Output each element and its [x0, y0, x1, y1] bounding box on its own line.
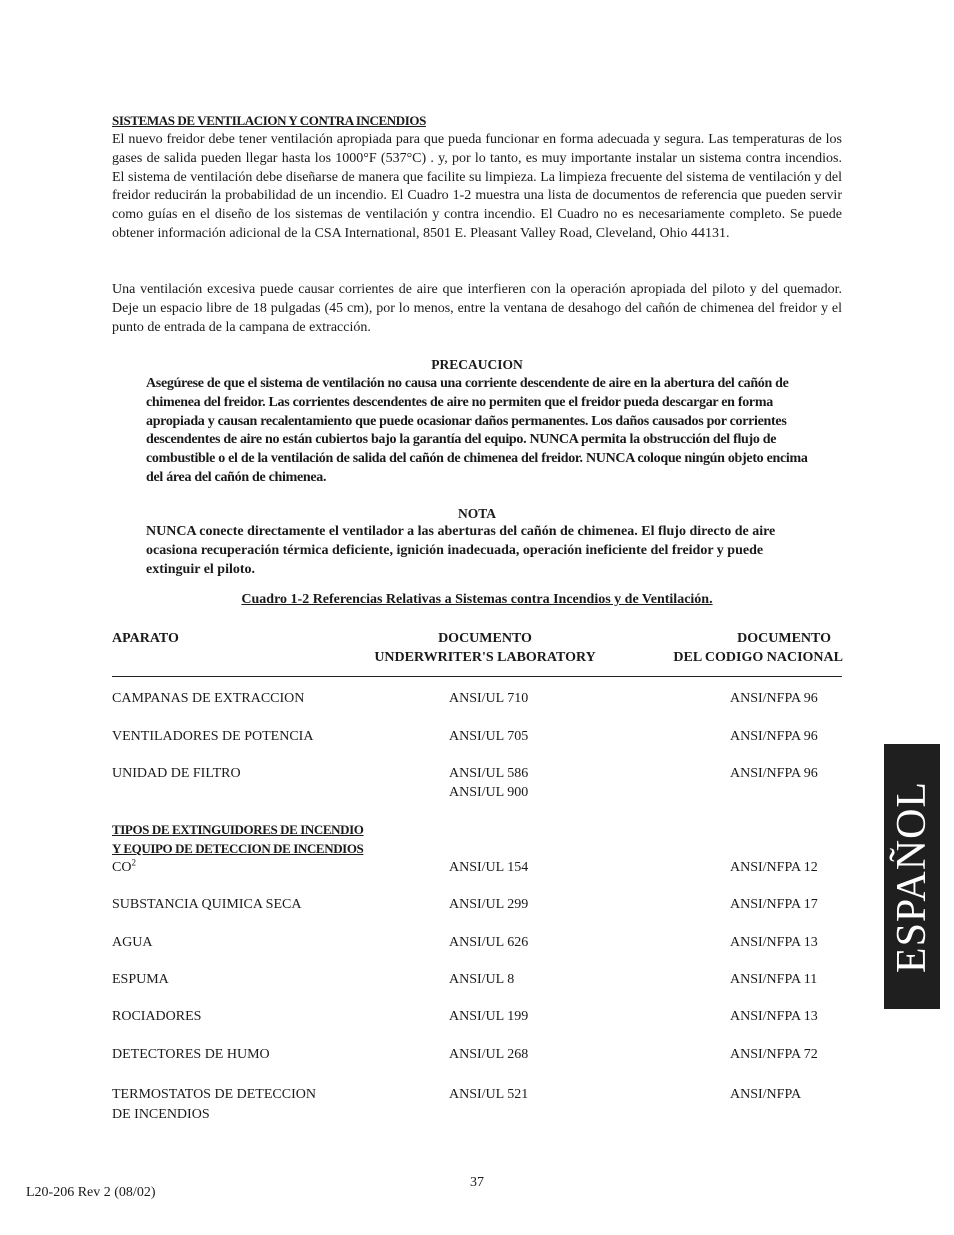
row-item: ROCIADORES — [112, 1009, 202, 1024]
ventilation-paragraph: Una ventilación excesiva puede causar corrientes de aire que interfieren con la operación apropiada del piloto y del quemador. Deje un espacio libre de 18 pulgadas (45 cm), por lo menos, entre la ventana de desahogo del cañón de chimenea del freidor y el punto de entrada de la campana de extracción. — [112, 282, 842, 335]
row-nfpa: ANSI/NFPA 96 — [730, 766, 818, 781]
section-heading: SISTEMAS DE VENTILACION Y CONTRA INCENDIOS — [112, 113, 426, 128]
intro-paragraph: El nuevo freidor debe tener ventilación apropiada para que pueda funcionar en forma adecuada y segura. Las temperaturas de los gases de salida pueden llegar hasta los 1000°F (537°C) . y, por lo tanto, es muy importante instalar un sistema contra incendios. El sistema de ventilación debe diseñarse de manera que facilite su limpieza. La limpieza frecuente del sistema de ventilación y del freidor reducirán la probabilidad de un incendio. El Cuadro 1-2 muestra una lista de documentos de referencia que pueden servir como guías en el diseño de los sistemas de ventilación y contra incendio. El Cuadro no es necesariamente completo. Se puede obtener información adicional de la CSA International, 8501 E. Pleasant Valley Road, Cleveland, Ohio 44131. — [112, 132, 842, 241]
page-number: 37 — [470, 1175, 484, 1190]
row-nfpa: ANSI/NFPA 13 — [730, 935, 818, 950]
table-row — [112, 895, 842, 935]
header-nfpa — [655, 630, 843, 667]
language-side-tab — [884, 744, 940, 1009]
note-text: NUNCA conecte directamente el ventilador a las aberturas del cañón de chimenea. El flujo directo de aire ocasiona recuperación térmica deficiente, ignición inadecuada, operación ineficiente del freidor y puede extinguir el piloto. — [146, 524, 776, 577]
row-ul: ANSI/UL 199 — [449, 1009, 529, 1024]
row-ul: ANSI/UL 710 — [449, 691, 529, 706]
row-nfpa: ANSI/NFPA 72 — [730, 1047, 818, 1062]
row-nfpa: ANSI/NFPA 11 — [730, 972, 818, 987]
row-nfpa: ANSI/NFPA 13 — [730, 1009, 818, 1024]
table-title: Cuadro 1-2 Referencias Relativas a Sistemas contra Incendios y de Ventilación. — [241, 592, 713, 607]
row-item-line1: TERMOSTATOS DE DETECCION — [112, 1087, 316, 1102]
table-row — [112, 689, 842, 729]
table-row — [112, 727, 842, 767]
row-ul: ANSI/UL 586 — [449, 766, 529, 781]
extinguisher-section-heading — [112, 820, 364, 858]
row-item: DETECTORES DE HUMO — [112, 1047, 270, 1062]
row-item-line2: DE INCENDIOS — [112, 1107, 210, 1122]
row-ul: ANSI/UL 268 — [449, 1047, 529, 1062]
row-ul: ANSI/UL 154 — [449, 860, 529, 875]
co2-label: CO — [112, 860, 132, 875]
header-aparato: APARATO — [112, 631, 179, 646]
row-ul: ANSI/UL 521 — [449, 1087, 529, 1102]
row-nfpa: ANSI/NFPA 96 — [730, 691, 818, 706]
header-ul — [300, 630, 670, 667]
header-rule — [112, 676, 842, 677]
row-ul-secondary: ANSI/UL 900 — [449, 785, 529, 800]
row-item: ESPUMA — [112, 972, 169, 987]
row-ul: ANSI/UL 705 — [449, 729, 529, 744]
header-nfpa-line2: DEL CODIGO NACIONAL — [673, 649, 843, 665]
table-row — [112, 970, 842, 1010]
row-item: UNIDAD DE FILTRO — [112, 766, 241, 781]
row-item: AGUA — [112, 935, 153, 950]
table-row — [112, 1045, 842, 1085]
row-item: SUBSTANCIA QUIMICA SECA — [112, 897, 302, 912]
table-row — [112, 764, 842, 804]
header-ul-line2: UNDERWRITER'S LABORATORY — [374, 649, 596, 665]
table-row — [112, 1085, 842, 1127]
row-item: VENTILADORES DE POTENCIA — [112, 729, 314, 744]
document-id: L20-206 Rev 2 (08/02) — [26, 1185, 156, 1200]
table-row — [112, 1007, 842, 1047]
row-nfpa: ANSI/NFPA — [730, 1087, 802, 1102]
row-nfpa: ANSI/NFPA 17 — [730, 897, 818, 912]
row-ul: ANSI/UL 626 — [449, 935, 529, 950]
caution-text: Asegúrese de que el sistema de ventilación no causa una corriente descendente de aire en la abertura del cañón de chimenea del freidor. Las corrientes descendentes de aire no permiten que el freidor pueda descargar en forma apropiada y causan recalentamiento que puede ocasionar daños permanentes. Los daños causados por corrientes descendentes de aire no están cubiertos bajo la garantía del equipo. NUNCA permita la obstrucción del flujo de combustible o el de la ventilación de salida del cañón de chimenea del freidor. NUNCA coloque ningún objeto encima del área del cañón de chimenea. — [146, 376, 808, 485]
caution-title: PRECAUCION — [431, 357, 523, 372]
section-heading-line1: TIPOS DE EXTINGUIDORES DE INCENDIO — [112, 822, 364, 837]
note-title: NOTA — [457, 506, 496, 521]
row-nfpa: ANSI/NFPA 96 — [730, 729, 818, 744]
header-nfpa-line1: DOCUMENTO — [737, 631, 831, 646]
language-side-tab-label: ESPAÑOL — [889, 780, 935, 973]
table-row — [112, 858, 842, 898]
row-ul: ANSI/UL 8 — [449, 972, 515, 987]
section-heading-line2: Y EQUIPO DE DETECCION DE INCENDIOS — [112, 841, 364, 856]
row-item: CAMPANAS DE EXTRACCION — [112, 691, 305, 706]
table-row — [112, 933, 842, 973]
row-ul: ANSI/UL 299 — [449, 897, 529, 912]
header-ul-line1: DOCUMENTO — [438, 631, 532, 646]
row-nfpa: ANSI/NFPA 12 — [730, 860, 818, 875]
co2-subscript: 2 — [131, 857, 136, 868]
row-item — [112, 858, 136, 877]
